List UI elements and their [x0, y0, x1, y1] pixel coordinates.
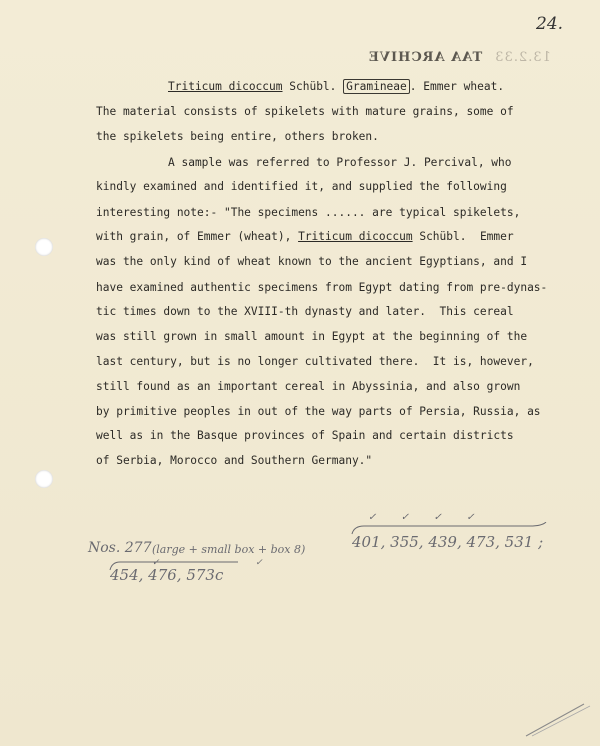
- p1-line1: [168, 80, 504, 94]
- species-name-2: Triticum dicoccum: [298, 230, 413, 243]
- p1-line3: the spikelets being entire, others broken.: [96, 130, 379, 143]
- p2-line4-pre: with grain, of Emmer (wheat),: [96, 230, 299, 243]
- p2-line4: [96, 230, 514, 244]
- family-name: Gramineae: [343, 79, 410, 94]
- stamp-archive: TAA ARCHIVE: [368, 50, 483, 65]
- p1-line2: The material consists of spikelets with mature grains, some of: [96, 105, 514, 118]
- punch-hole-top: [35, 238, 53, 256]
- species-name: Triticum dicoccum: [168, 80, 283, 93]
- p2-line13: of Serbia, Morocco and Southern Germany.": [96, 454, 373, 467]
- pencil-stroke: [524, 698, 594, 738]
- handwritten-checks-left: ✓ ✓: [152, 558, 293, 568]
- stamp-date: 13.2.33: [494, 50, 551, 65]
- p2-line11: by primitive peoples in out of the way parts of Persia, Russia, as: [96, 405, 541, 418]
- archive-stamp: [368, 50, 551, 65]
- page-number: 24.: [536, 14, 564, 34]
- p2-line10: still found as an important cereal in Abyssinia, and also grown: [96, 380, 521, 393]
- p2-line7: tic times down to the XVIII-th dynasty and later. This cereal: [96, 305, 514, 318]
- p2-line12: well as in the Basque provinces of Spain and certain districts: [96, 429, 514, 442]
- handwritten-numbers-right: 401, 355, 439, 473, 531 ;: [352, 533, 544, 551]
- handwritten-checks-right: ✓ ✓ ✓ ✓: [368, 512, 481, 523]
- handwritten-nos-label: Nos. 277: [88, 540, 152, 556]
- p2-line8: was still grown in small amount in Egypt at the beginning of the: [96, 330, 528, 343]
- p2-line1: A sample was referred to Professor J. Percival, who: [168, 156, 512, 169]
- p2-line6: have examined authentic specimens from Egypt dating from pre-dynas-: [96, 281, 548, 294]
- species-author: Schübl.: [282, 80, 344, 93]
- p2-line3: interesting note:- "The specimens ...... are typical spikelets,: [96, 206, 521, 219]
- p2-line5: was the only kind of wheat known to the ancient Egyptians, and I: [96, 255, 528, 268]
- p2-line4-post: Schübl. Emmer: [412, 230, 514, 243]
- punch-hole-bottom: [35, 470, 53, 488]
- p2-line9: last century, but is no longer cultivated there. It is, however,: [96, 355, 534, 368]
- handwritten-numbers-left: 454, 476, 573c: [110, 566, 224, 584]
- common-name: . Emmer wheat.: [409, 80, 505, 93]
- p2-line2: kindly examined and identified it, and supplied the following: [96, 180, 507, 193]
- handwritten-nos-note: (large + small box + box 8): [152, 543, 306, 556]
